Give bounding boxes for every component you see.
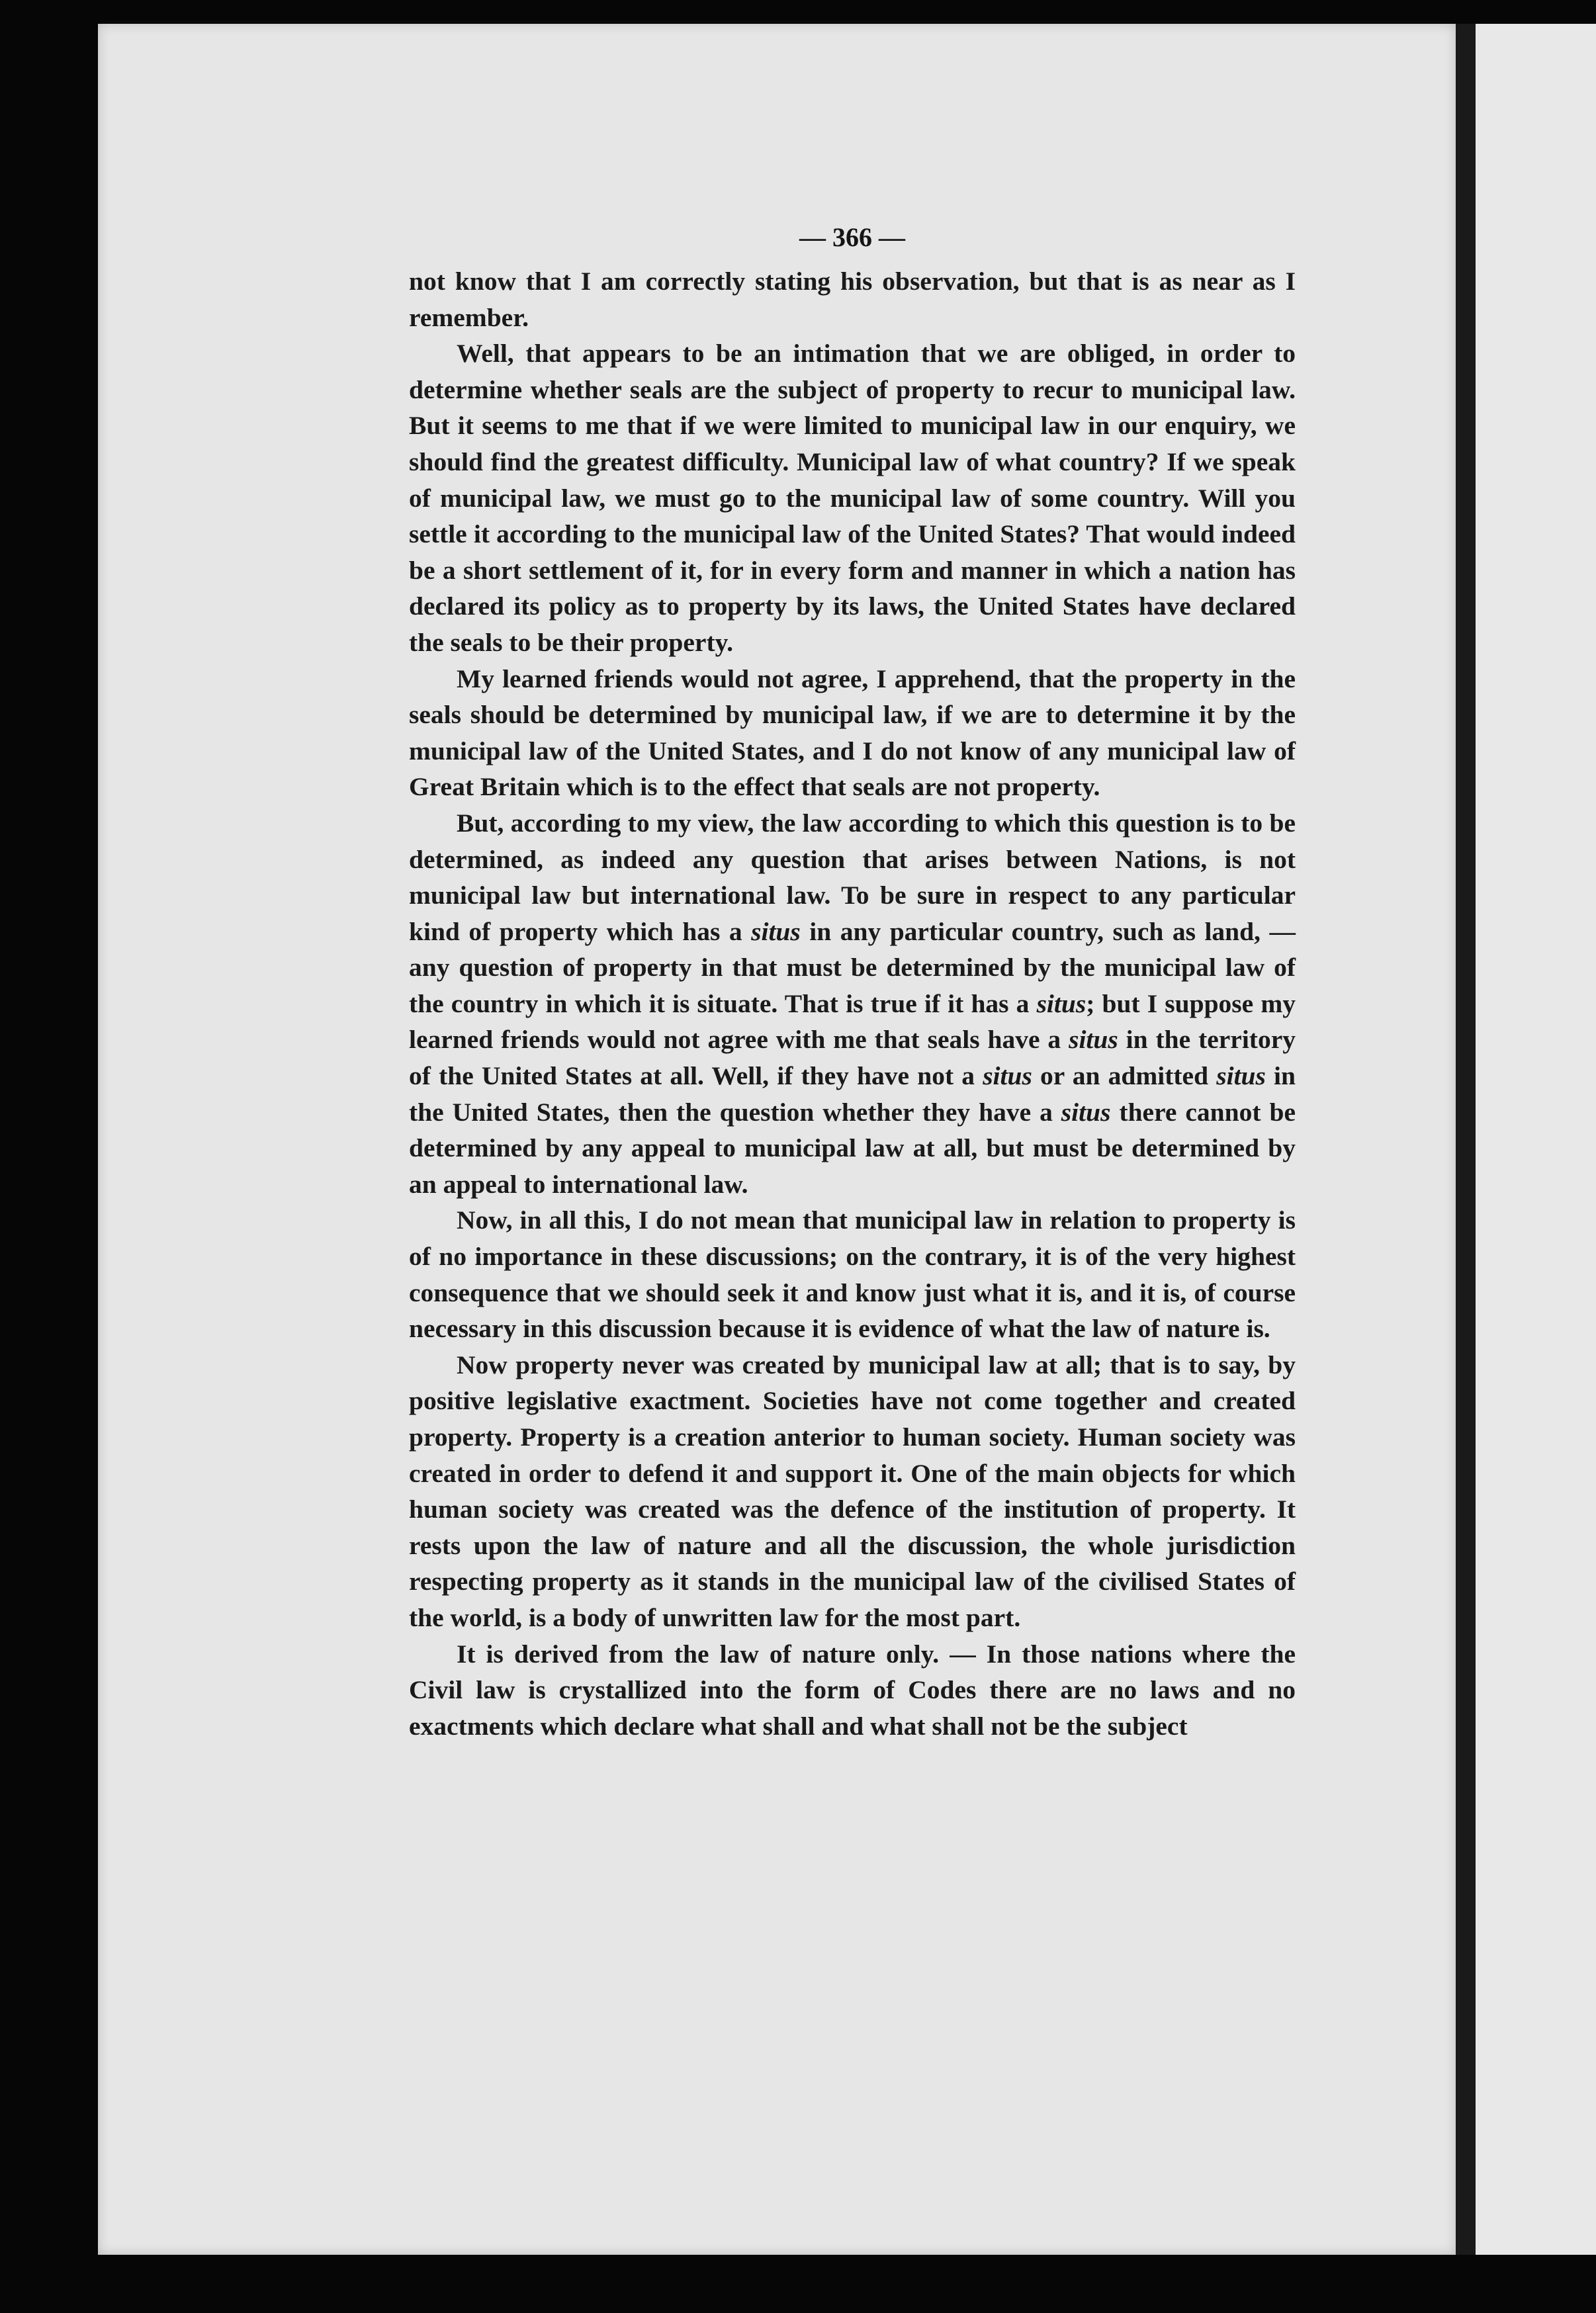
paragraph-6: Now property never was created by municipal law at all; that is to say, by positive legislative exactment. Societies have not come together and created property. Property is a creation anterior to human society. Human society was created in order to defend it and support it. One of the main objects for which human society was created was the defence of the institution of property. It rests upon the law of nature and all the discussion, the whole jurisdiction respecting property as it stands in the municipal law of the civilised States of the world, is a body of unwritten law for the most part.	[409, 1350, 1296, 1632]
situs-italic-4: situs	[983, 1061, 1032, 1091]
paragraph-4-text-a: But, according to my view, the law according to which this question is to be determined, as indeed any question that arises between Nations, is not municipal law but international law. To be sure in respect to any particular kind of property which has a	[409, 808, 1296, 946]
situs-italic-3: situs	[1069, 1025, 1118, 1055]
paragraph-4-text-e: or an admitted	[1032, 1061, 1217, 1091]
situs-italic-5: situs	[1216, 1061, 1266, 1091]
page-number: — 366 —	[799, 222, 905, 252]
paragraph-4-text-c: ; but I suppose my learned friends would not agree with me that seals have a	[409, 988, 1296, 1055]
paragraph-4-text-g: there cannot be determined by any appeal to municipal law at all, but must be determined by an appeal to international law.	[409, 1097, 1296, 1199]
situs-italic-2: situs	[1036, 988, 1086, 1018]
paragraph-2: Well, that appears to be an intimation that we are obliged, in order to determine whether seals are the subject of property to recur to municipal law. But it seems to me that if we were limited to municipal law in our enquiry, we should find the greatest difficulty. Municipal law of what country? If we speak of municipal law, we must go to the municipal law of some country. Will you settle it according to the municipal law of the United States? That would indeed be a short settlement of it, for in every form and manner in which a nation has declared its policy as to property by its laws, the United States have declared the seals to be their property.	[409, 339, 1296, 657]
paragraph-4	[409, 805, 1296, 1203]
facing-page-edge	[1476, 24, 1596, 2255]
paragraph-7: It is derived from the law of nature only. — In those nations where the Civil law is crystallized into the form of Codes there are no laws and no exactments which declare what shall and what shall not be the subject	[409, 1639, 1296, 1741]
paragraph-4-text-f: in the United States, then the question whether they have a	[409, 1061, 1296, 1127]
situs-italic-6: situs	[1061, 1097, 1111, 1127]
paragraph-1: not know that I am correctly stating his observation, but that is as near as I remember.	[409, 267, 1296, 332]
situs-italic-1: situs	[751, 916, 801, 946]
paragraph-4-text-d: in the territory of the United States at all. Well, if they have not a	[409, 1025, 1296, 1091]
page-body-text	[409, 263, 1296, 1744]
paragraph-4-text-b: in any particular country, such as land, — any question of property in that must be determined by the municipal law of the country in which it is situate. That is true if it has a	[409, 916, 1296, 1018]
paragraph-5: Now, in all this, I do not mean that municipal law in relation to property is of no importance in these discussions; on the contrary, it is of the very highest consequence that we should seek it and know just what it is, and it is, of course necessary in this discussion because it is evidence of what the law of nature is.	[409, 1205, 1296, 1344]
paragraph-3: My learned friends would not agree, I apprehend, that the property in the seals should be determined by municipal law, if we are to determine it by the municipal law of the United States, and I do not know of any municipal law of Great Britain which is to the effect that seals are not property.	[409, 664, 1296, 802]
book-gutter	[1456, 24, 1476, 2255]
